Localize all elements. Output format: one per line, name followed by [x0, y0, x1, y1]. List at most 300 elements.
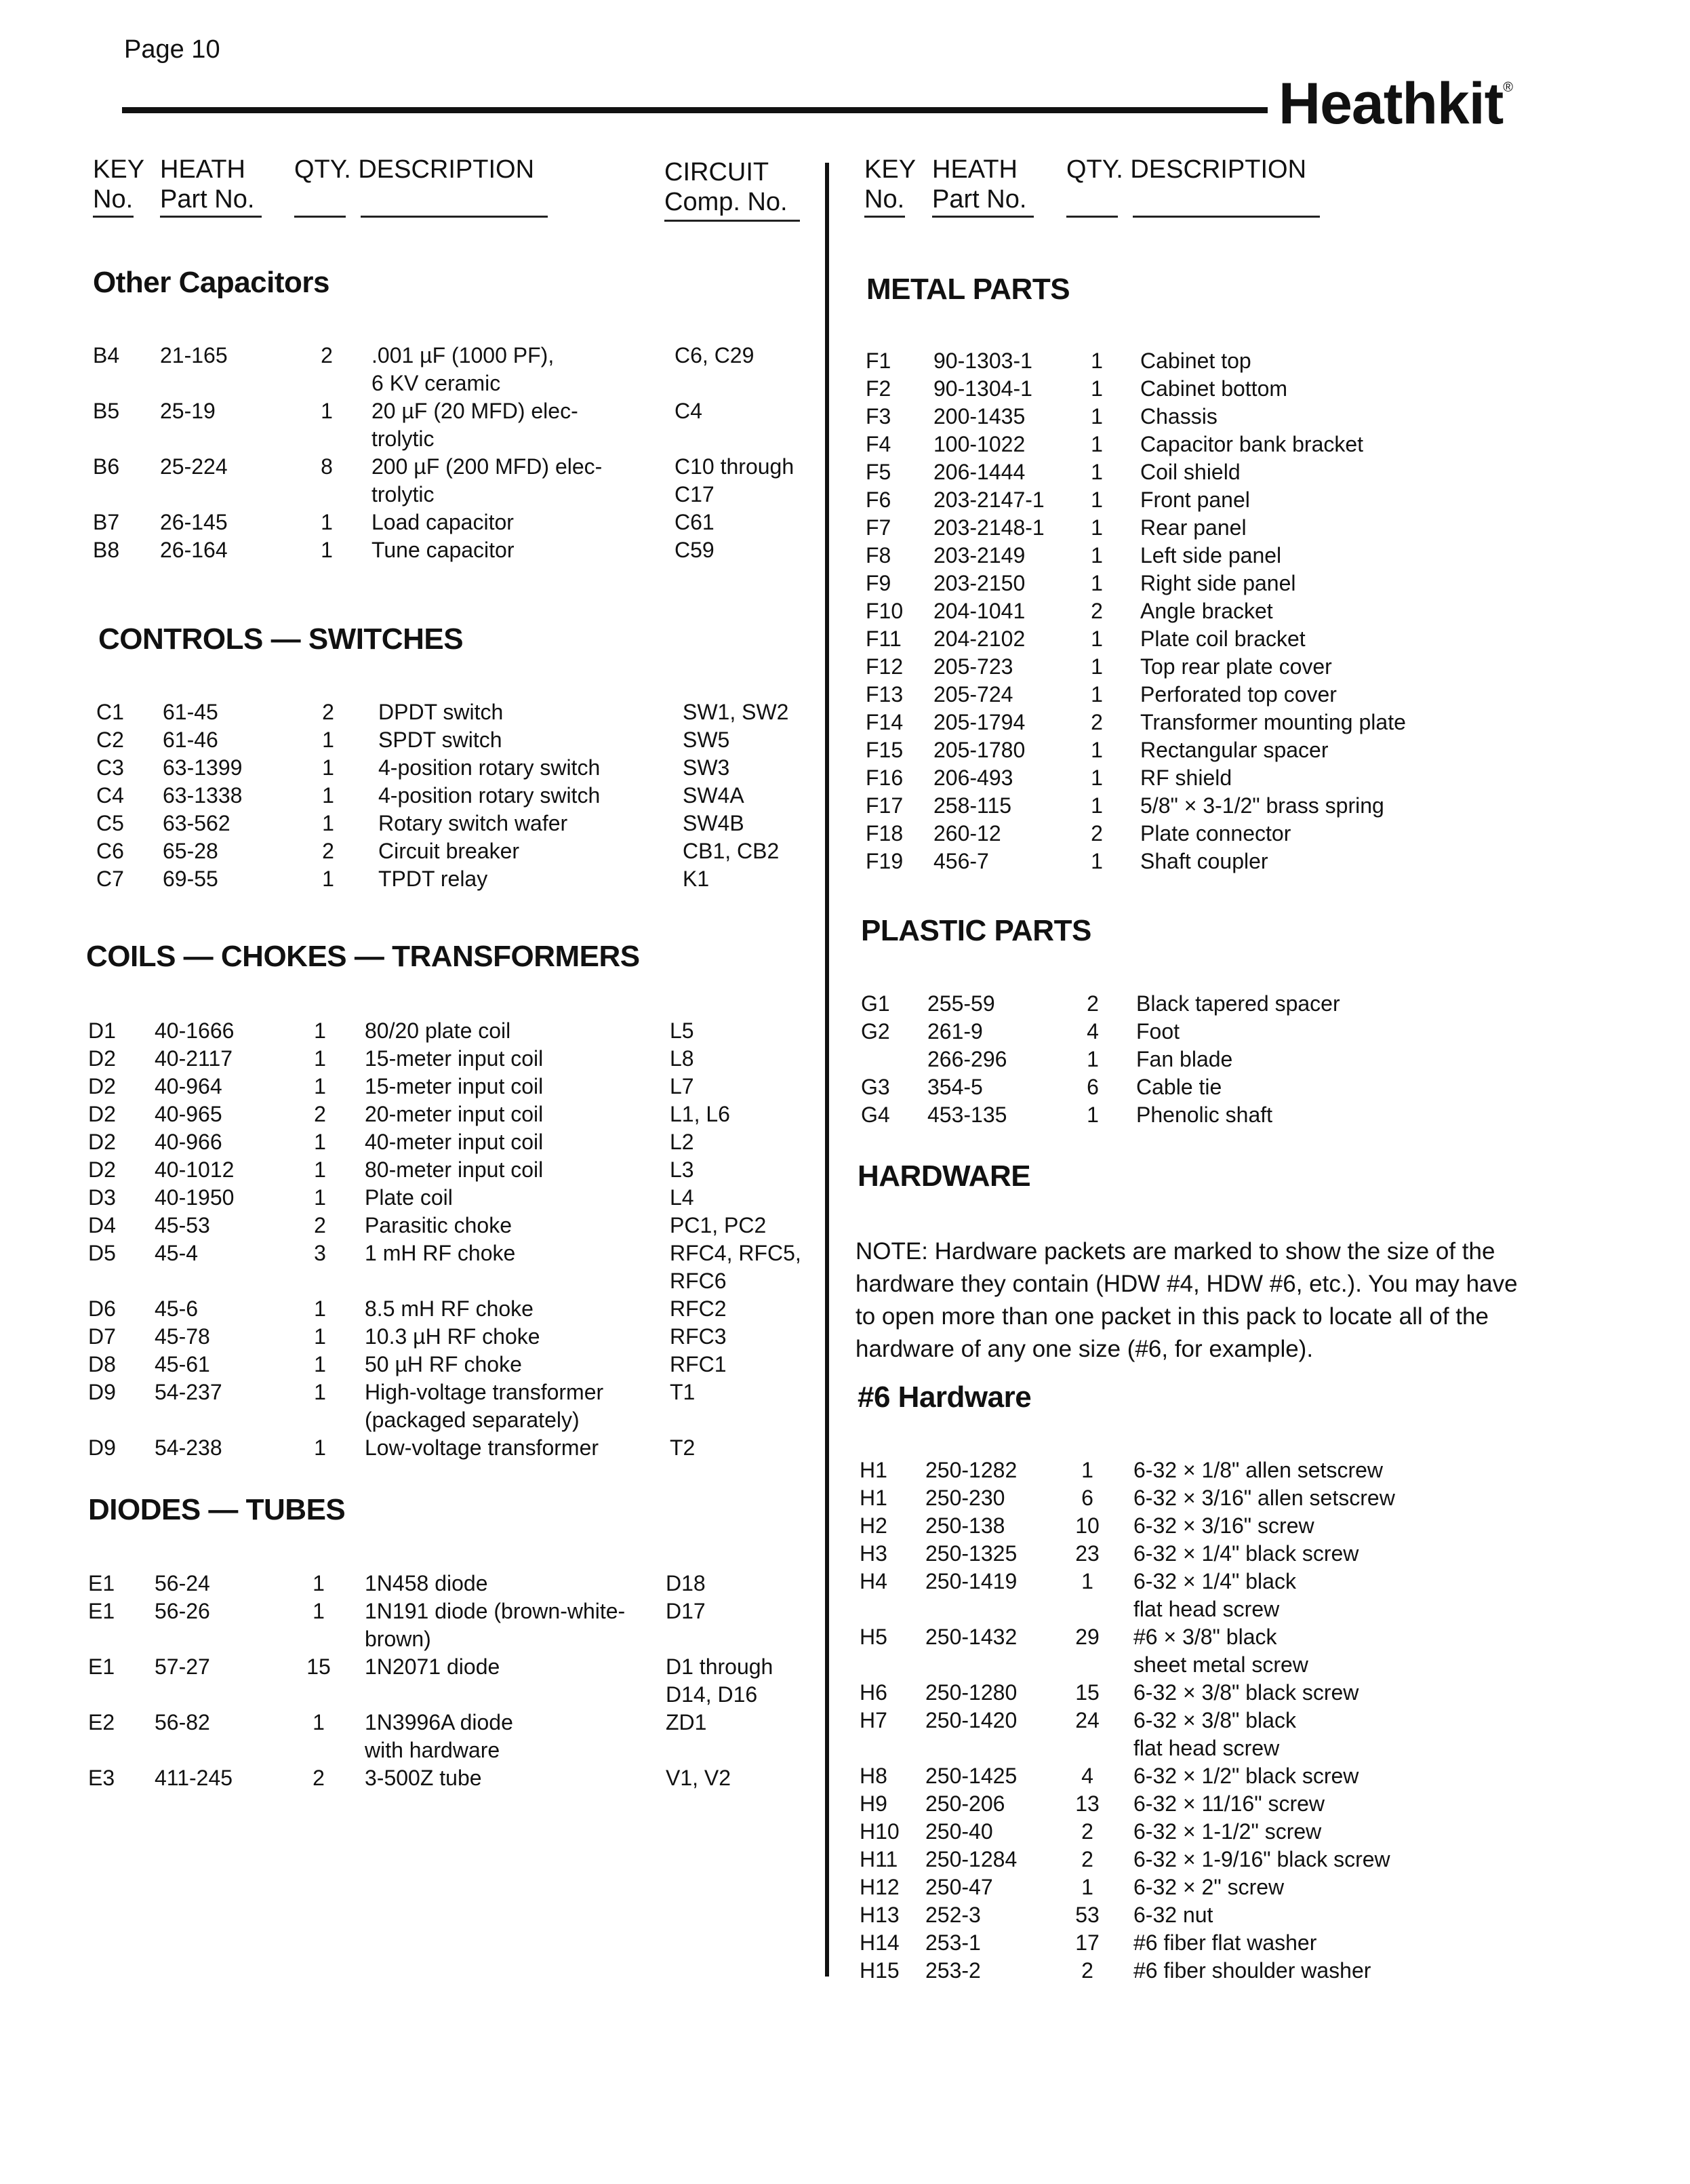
- key-cell-line: H9: [860, 1791, 887, 1816]
- key-cell: [866, 458, 891, 486]
- description-cell-line: 6-32 × 3/16" allen setscrew: [1133, 1486, 1395, 1510]
- circuit-comp-cell-line: C59: [675, 538, 715, 562]
- description-cell-line: 40-meter input coil: [365, 1130, 544, 1154]
- circuit-comp-cell-line: D1 through: [666, 1654, 773, 1679]
- circuit-comp-cell-line: C61: [675, 510, 715, 534]
- description-cell: [365, 1434, 599, 1462]
- description-cell: [1133, 1818, 1321, 1846]
- key-cell: [866, 347, 891, 375]
- circuit-comp-cell: [670, 1045, 694, 1073]
- key-cell-line: G2: [861, 1019, 890, 1044]
- circuit-comp-cell-line: C4: [675, 399, 702, 423]
- quantity-cell: [306, 1045, 334, 1073]
- key-cell: [88, 1351, 116, 1378]
- header-heath-label: HEATH: [932, 155, 1018, 184]
- key-cell: [88, 1073, 116, 1100]
- quantity-cell: [1074, 1623, 1101, 1651]
- key-cell-line: C7: [96, 867, 124, 891]
- description-cell-line: flat head screw: [1133, 1597, 1280, 1621]
- part-number-cell: [155, 1764, 233, 1792]
- circuit-comp-cell: [675, 453, 794, 509]
- part-number-cell-line: 56-82: [155, 1710, 210, 1734]
- circuit-comp-cell-line: L8: [670, 1046, 694, 1071]
- description-cell: [1140, 653, 1332, 681]
- description-cell-line: Cable tie: [1136, 1075, 1222, 1099]
- quantity-cell: [305, 1570, 332, 1597]
- header-circuit-sub: Comp. No.: [664, 188, 788, 216]
- circuit-comp-cell: [683, 837, 779, 865]
- key-cell: [93, 536, 119, 564]
- circuit-comp-cell: [683, 782, 744, 810]
- part-number-cell: [925, 1568, 1017, 1595]
- key-cell-line: D2: [88, 1074, 116, 1098]
- part-number-cell-line: 250-1420: [925, 1708, 1018, 1732]
- description-cell-line: #6 fiber shoulder washer: [1133, 1958, 1371, 1983]
- description-cell: [365, 1239, 515, 1267]
- key-cell: [96, 837, 124, 865]
- quantity-cell: [313, 536, 340, 564]
- quantity-cell: [1083, 486, 1110, 514]
- description-cell: [1136, 1073, 1222, 1101]
- description-cell: [378, 698, 503, 726]
- quantity-cell-line: 15: [306, 1654, 331, 1679]
- section-hardware: HARDWARE: [858, 1159, 1031, 1193]
- quantity-cell: [305, 1764, 332, 1792]
- header-desc-label: DESCRIPTION: [1130, 155, 1307, 184]
- part-number-cell-line: 354-5: [927, 1075, 983, 1099]
- description-cell-line: Top rear plate cover: [1140, 654, 1332, 679]
- circuit-comp-cell-line: L4: [670, 1185, 694, 1210]
- quantity-cell-line: 1: [321, 399, 333, 423]
- quantity-cell-line: 1: [322, 867, 334, 891]
- part-number-cell-line: 250-138: [925, 1513, 1005, 1538]
- key-cell-line: G1: [861, 991, 890, 1016]
- circuit-comp-cell: [670, 1128, 694, 1156]
- part-number-cell-line: 250-1425: [925, 1764, 1018, 1788]
- description-cell-line: brown): [365, 1627, 431, 1651]
- key-cell-line: D3: [88, 1185, 116, 1210]
- key-cell: [866, 375, 891, 403]
- part-number-cell: [933, 597, 1025, 625]
- description-cell: [371, 397, 578, 453]
- part-number-cell-line: 200-1435: [933, 404, 1026, 429]
- quantity-cell: [1074, 1568, 1101, 1595]
- part-number-cell: [155, 1709, 210, 1736]
- description-cell-line: Parasitic choke: [365, 1213, 512, 1237]
- quantity-cell-line: 2: [313, 1766, 325, 1790]
- circuit-comp-cell: [670, 1156, 694, 1184]
- key-cell: [861, 1101, 890, 1129]
- part-number-cell-line: 56-26: [155, 1599, 210, 1623]
- circuit-comp-cell-line: L1, L6: [670, 1102, 730, 1126]
- part-number-cell: [155, 1323, 210, 1351]
- description-cell-line: Coil shield: [1140, 460, 1241, 484]
- quantity-cell: [305, 1597, 332, 1625]
- key-cell-line: H1: [860, 1458, 887, 1482]
- part-number-cell-line: 250-1284: [925, 1847, 1018, 1871]
- description-cell: [1133, 1679, 1359, 1707]
- key-cell: [866, 792, 903, 820]
- right-header-key: [864, 155, 916, 214]
- description-cell-line: flat head screw: [1133, 1736, 1280, 1760]
- quantity-cell-line: 1: [314, 1380, 326, 1404]
- key-cell: [96, 726, 124, 754]
- part-number-cell-line: 61-45: [163, 700, 218, 724]
- description-cell: [1133, 1762, 1359, 1790]
- part-number-cell: [155, 1184, 234, 1212]
- description-cell-line: Cabinet top: [1140, 349, 1251, 373]
- quantity-cell: [306, 1017, 334, 1045]
- part-number-cell: [933, 792, 1011, 820]
- key-cell-line: C4: [96, 783, 124, 808]
- page-number: Page 10: [124, 35, 220, 64]
- quantity-cell-line: 13: [1075, 1791, 1100, 1816]
- key-cell-line: F18: [866, 821, 904, 846]
- part-number-cell: [925, 1623, 1017, 1651]
- key-cell-line: B4: [93, 343, 120, 368]
- part-number-cell-line: 456-7: [933, 849, 989, 873]
- quantity-cell: [315, 754, 342, 782]
- key-cell: [860, 1568, 887, 1595]
- key-cell-line: F17: [866, 793, 904, 818]
- key-cell-line: H14: [860, 1930, 900, 1955]
- description-cell-line: Rotary switch wafer: [378, 811, 568, 835]
- description-cell-line: 4-position rotary switch: [378, 783, 601, 808]
- description-cell-line: Left side panel: [1140, 543, 1282, 568]
- quantity-cell: [1079, 1101, 1106, 1129]
- part-number-cell-line: 203-2147-1: [933, 488, 1045, 512]
- key-cell-line: D9: [88, 1435, 116, 1460]
- circuit-comp-cell: [670, 1295, 727, 1323]
- description-cell-line: trolytic: [371, 482, 435, 507]
- key-cell: [860, 1512, 887, 1540]
- description-cell-line: Transformer mounting plate: [1140, 710, 1406, 734]
- description-cell: [365, 1156, 543, 1184]
- quantity-cell: [315, 865, 342, 893]
- description-cell-line: 20 µF (20 MFD) elec-: [371, 399, 578, 423]
- key-cell-line: H12: [860, 1875, 900, 1899]
- quantity-cell-line: 2: [314, 1213, 326, 1237]
- key-cell: [88, 1045, 116, 1073]
- part-number-cell-line: 250-206: [925, 1791, 1005, 1816]
- hardware-note: NOTE: Hardware packets are marked to show the size of the hardware they contain (HDW #4, HDW #6, etc.). You may have to open more than one packet in this pack to locate all of the hardware of any one size (#6, for example).: [856, 1238, 1518, 1362]
- key-cell-line: F2: [866, 376, 891, 401]
- part-number-cell-line: 21-165: [160, 343, 228, 368]
- key-cell: [88, 1017, 116, 1045]
- key-cell-line: G4: [861, 1103, 890, 1127]
- quantity-cell-line: 1: [1091, 654, 1103, 679]
- circuit-comp-cell: [666, 1709, 706, 1736]
- part-number-cell: [927, 1073, 983, 1101]
- section-controls: CONTROLS — SWITCHES: [98, 622, 464, 656]
- description-cell-line: sheet metal screw: [1133, 1652, 1308, 1677]
- circuit-comp-cell-line: RFC2: [670, 1296, 727, 1321]
- key-cell: [860, 1484, 887, 1512]
- description-cell: [1140, 625, 1306, 653]
- quantity-cell: [313, 509, 340, 536]
- description-cell-line: #6 fiber flat washer: [1133, 1930, 1317, 1955]
- description-cell-line: 6-32 × 1-9/16" black screw: [1133, 1847, 1390, 1871]
- description-cell: [378, 837, 519, 865]
- part-number-cell: [163, 865, 218, 893]
- quantity-cell: [1083, 514, 1110, 542]
- circuit-comp-cell-line: L2: [670, 1130, 694, 1154]
- part-number-cell-line: 261-9: [927, 1019, 983, 1044]
- quantity-cell-line: 2: [1081, 1847, 1093, 1871]
- header-heath-label: HEATH: [160, 155, 245, 184]
- registered-mark: ®: [1503, 80, 1513, 95]
- quantity-cell-line: 8: [321, 454, 333, 479]
- key-cell: [866, 486, 891, 514]
- description-cell: [1140, 403, 1218, 431]
- circuit-comp-cell-line: RFC6: [670, 1269, 727, 1293]
- description-cell: [365, 1045, 543, 1073]
- part-number-cell: [925, 1818, 993, 1846]
- description-cell: [365, 1100, 543, 1128]
- key-cell-line: B8: [93, 538, 120, 562]
- part-number-cell: [155, 1017, 234, 1045]
- part-number-cell: [160, 509, 228, 536]
- quantity-cell-line: 1: [322, 728, 334, 752]
- quantity-cell: [1074, 1846, 1101, 1873]
- part-number-cell-line: 45-61: [155, 1352, 210, 1376]
- description-cell: [365, 1570, 487, 1597]
- key-cell: [866, 570, 891, 597]
- part-number-cell: [163, 726, 218, 754]
- header-qty-label: QTY.: [1066, 155, 1123, 184]
- section-6-hardware: #6 Hardware: [858, 1381, 1032, 1414]
- description-cell-line: 20-meter input coil: [365, 1102, 544, 1126]
- section-coils: COILS — CHOKES — TRANSFORMERS: [86, 940, 640, 973]
- part-number-cell: [155, 1434, 222, 1462]
- description-cell: [365, 1017, 510, 1045]
- key-cell-line: H3: [860, 1541, 887, 1566]
- key-cell: [860, 1762, 887, 1790]
- description-cell: [378, 865, 487, 893]
- header-key-sub: No.: [864, 185, 905, 214]
- quantity-cell-line: 1: [1091, 488, 1103, 512]
- part-number-cell-line: 250-1419: [925, 1569, 1018, 1593]
- circuit-comp-cell: [670, 1351, 727, 1378]
- description-cell: [371, 509, 514, 536]
- circuit-comp-cell: [670, 1323, 727, 1351]
- quantity-cell: [1083, 597, 1110, 625]
- key-cell: [860, 1679, 887, 1707]
- quantity-cell-line: 1: [1091, 682, 1103, 707]
- part-number-cell-line: 63-562: [163, 811, 230, 835]
- key-cell-line: C1: [96, 700, 124, 724]
- quantity-cell: [1083, 820, 1110, 848]
- quantity-cell: [1074, 1484, 1101, 1512]
- key-cell-line: F1: [866, 349, 891, 373]
- key-cell-line: H1: [860, 1486, 887, 1510]
- key-cell: [96, 810, 124, 837]
- circuit-comp-cell: [670, 1239, 801, 1295]
- description-cell-line: 5/8" × 3-1/2" brass spring: [1140, 793, 1384, 818]
- part-number-cell: [925, 1679, 1017, 1707]
- quantity-cell: [306, 1295, 334, 1323]
- key-cell: [93, 509, 119, 536]
- description-cell-line: 10.3 µH RF choke: [365, 1324, 540, 1349]
- part-number-cell-line: 57-27: [155, 1654, 210, 1679]
- quantity-cell: [306, 1073, 334, 1100]
- part-number-cell: [933, 431, 1025, 458]
- key-cell-line: C5: [96, 811, 124, 835]
- description-cell-line: Capacitor bank bracket: [1140, 432, 1364, 456]
- circuit-comp-cell-line: C6, C29: [675, 343, 755, 368]
- quantity-cell-line: 1: [314, 1046, 326, 1071]
- quantity-cell-line: 1: [1081, 1875, 1093, 1899]
- description-cell-line: 8.5 mH RF choke: [365, 1296, 534, 1321]
- description-cell-line: 6-32 × 3/16" screw: [1133, 1513, 1314, 1538]
- section-other-capacitors: Other Capacitors: [93, 266, 329, 299]
- description-cell: [1140, 764, 1232, 792]
- circuit-comp-cell-line: RFC1: [670, 1352, 727, 1376]
- quantity-cell-line: 53: [1075, 1903, 1100, 1927]
- quantity-cell: [1083, 542, 1110, 570]
- quantity-cell: [313, 397, 340, 425]
- quantity-cell: [1083, 458, 1110, 486]
- part-number-cell-line: 45-6: [155, 1296, 199, 1321]
- underline: [1133, 216, 1320, 218]
- quantity-cell: [306, 1184, 334, 1212]
- quantity-cell: [1074, 1790, 1101, 1818]
- key-cell-line: D4: [88, 1213, 116, 1237]
- key-cell: [866, 736, 903, 764]
- quantity-cell: [1083, 625, 1110, 653]
- quantity-cell-line: 1: [1081, 1458, 1093, 1482]
- key-cell-line: B5: [93, 399, 120, 423]
- header-desc-label: DESCRIPTION: [358, 155, 535, 184]
- part-number-cell: [933, 486, 1045, 514]
- part-number-cell-line: 45-4: [155, 1241, 199, 1265]
- part-number-cell-line: 204-2102: [933, 627, 1026, 651]
- part-number-cell-line: 25-224: [160, 454, 228, 479]
- circuit-comp-cell-line: T2: [670, 1435, 696, 1460]
- quantity-cell: [1083, 681, 1110, 709]
- quantity-cell-line: 1: [314, 1296, 326, 1321]
- key-cell-line: C3: [96, 755, 124, 780]
- part-number-cell-line: 54-238: [155, 1435, 222, 1460]
- circuit-comp-cell-line: K1: [683, 867, 710, 891]
- underline: [1066, 216, 1118, 218]
- quantity-cell-line: 1: [314, 1435, 326, 1460]
- key-cell: [88, 1128, 116, 1156]
- part-number-cell: [933, 347, 1032, 375]
- circuit-comp-cell-line: RFC3: [670, 1324, 727, 1349]
- quantity-cell-line: 1: [314, 1018, 326, 1043]
- description-cell-line: 6-32 × 2" screw: [1133, 1875, 1285, 1899]
- part-number-cell-line: 61-46: [163, 728, 218, 752]
- column-divider: [825, 163, 829, 1977]
- description-cell: [1140, 681, 1337, 709]
- circuit-comp-cell-line: C17: [675, 482, 715, 507]
- part-number-cell-line: 40-2117: [155, 1046, 233, 1071]
- key-cell: [88, 1378, 116, 1406]
- part-number-cell: [925, 1540, 1017, 1568]
- quantity-cell-line: 1: [321, 538, 333, 562]
- circuit-comp-cell: [670, 1184, 694, 1212]
- key-cell-line: E1: [88, 1599, 115, 1623]
- description-cell-line: 200 µF (200 MFD) elec-: [371, 454, 603, 479]
- key-cell-line: D7: [88, 1324, 116, 1349]
- part-number-cell-line: 206-1444: [933, 460, 1026, 484]
- part-number-cell: [925, 1512, 1005, 1540]
- quantity-cell: [1083, 347, 1110, 375]
- quantity-cell-line: 1: [1091, 738, 1103, 762]
- part-number-cell-line: 203-2149: [933, 543, 1026, 568]
- key-cell: [860, 1901, 900, 1929]
- header-key-label: KEY: [864, 155, 917, 184]
- description-cell-line: Tune capacitor: [371, 538, 515, 562]
- key-cell-line: F8: [866, 543, 891, 568]
- circuit-comp-cell: [670, 1212, 766, 1239]
- header-heath-sub: Part No.: [932, 185, 1027, 214]
- key-cell-line: D2: [88, 1102, 116, 1126]
- circuit-comp-cell-line: ZD1: [666, 1710, 707, 1734]
- quantity-cell-line: 2: [1081, 1819, 1093, 1844]
- header-heath-sub: Part No.: [160, 185, 255, 214]
- description-cell: [378, 754, 600, 782]
- part-number-cell-line: 253-2: [925, 1958, 981, 1983]
- description-cell: [365, 1212, 512, 1239]
- key-cell: [88, 1100, 116, 1128]
- key-cell: [866, 431, 891, 458]
- quantity-cell-line: 1: [313, 1710, 325, 1734]
- quantity-cell-line: 1: [1087, 1047, 1099, 1071]
- part-number-cell: [925, 1873, 993, 1901]
- key-cell: [93, 453, 119, 481]
- quantity-cell-line: 23: [1075, 1541, 1100, 1566]
- quantity-cell: [1083, 736, 1110, 764]
- description-cell-line: Front panel: [1140, 488, 1250, 512]
- part-number-cell-line: 26-145: [160, 510, 228, 534]
- part-number-cell-line: 65-28: [163, 839, 218, 863]
- quantity-cell-line: 1: [1091, 793, 1103, 818]
- quantity-cell: [306, 1434, 334, 1462]
- left-header-key: [93, 155, 144, 214]
- quantity-cell: [1083, 764, 1110, 792]
- description-cell: [1136, 1101, 1272, 1129]
- quantity-cell-line: 4: [1087, 1019, 1099, 1044]
- part-number-cell-line: 250-47: [925, 1875, 993, 1899]
- description-cell: [1140, 736, 1328, 764]
- description-cell-line: 6-32 × 3/8" black screw: [1133, 1680, 1359, 1705]
- part-number-cell-line: 90-1303-1: [933, 349, 1032, 373]
- part-number-cell-line: 56-24: [155, 1571, 210, 1595]
- part-number-cell-line: 253-1: [925, 1930, 981, 1955]
- key-cell: [866, 820, 903, 848]
- part-number-cell-line: 25-19: [160, 399, 216, 423]
- quantity-cell-line: 1: [314, 1185, 326, 1210]
- key-cell-line: B6: [93, 454, 120, 479]
- key-cell: [88, 1570, 115, 1597]
- description-cell-line: 6-32 × 1/4" black screw: [1133, 1541, 1359, 1566]
- key-cell: [96, 782, 124, 810]
- quantity-cell-line: 29: [1075, 1625, 1100, 1649]
- key-cell-line: E3: [88, 1766, 115, 1790]
- part-number-cell-line: 250-1432: [925, 1625, 1018, 1649]
- part-number-cell-line: 40-1666: [155, 1018, 235, 1043]
- description-cell: [1140, 820, 1291, 848]
- description-cell: [365, 1709, 513, 1764]
- circuit-comp-cell-line: D14, D16: [666, 1682, 758, 1707]
- part-number-cell: [925, 1957, 981, 1985]
- description-cell: [1133, 1929, 1316, 1957]
- key-cell: [866, 681, 903, 709]
- part-number-cell-line: 252-3: [925, 1903, 981, 1927]
- description-cell: [1140, 375, 1287, 403]
